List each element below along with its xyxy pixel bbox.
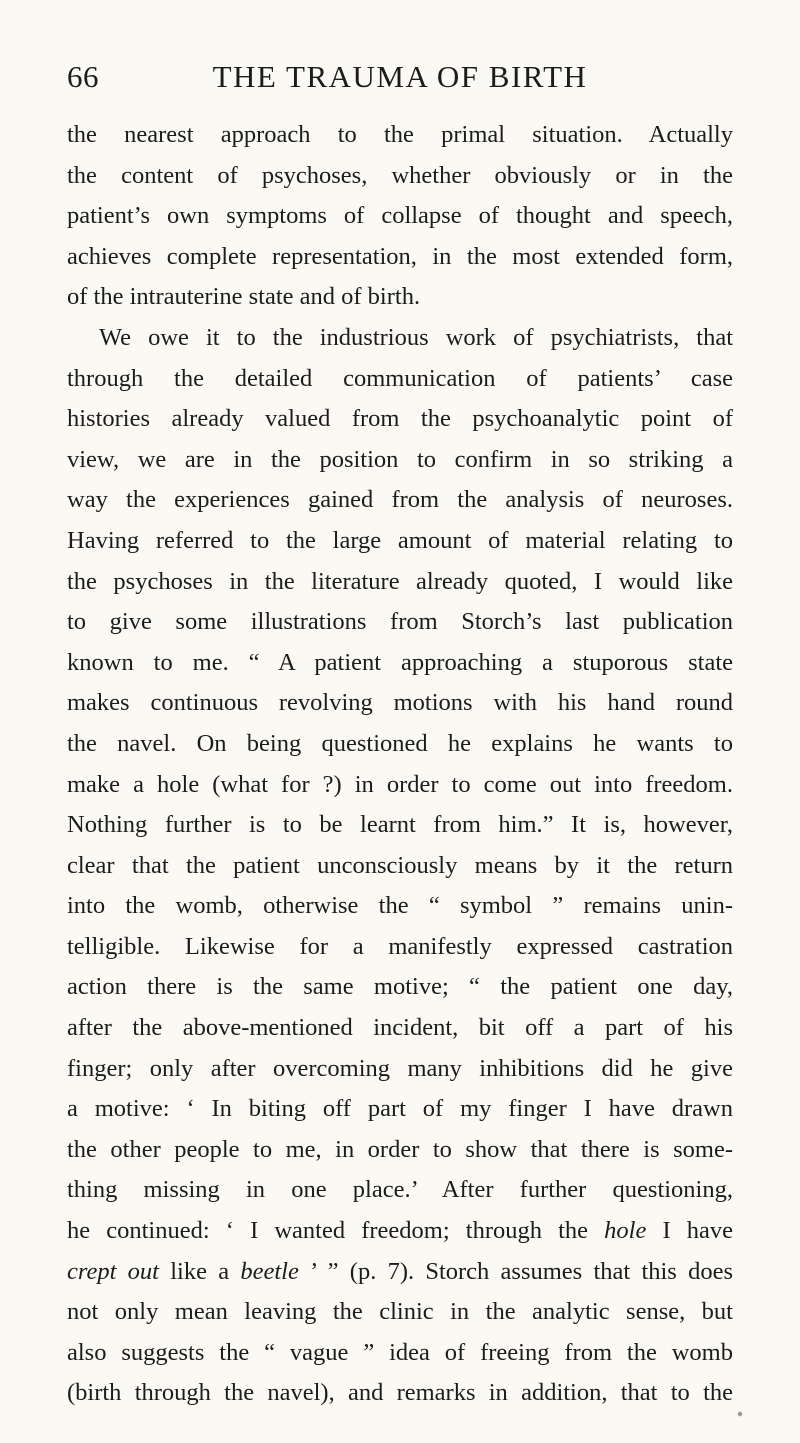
- text-line: [67, 1252, 733, 1293]
- text-line: to give some illustrations from Storch’s last publication: [67, 608, 733, 636]
- text-segment: like a: [158, 1257, 241, 1285]
- italic-word: beetle: [240, 1257, 299, 1285]
- running-head: THE TRAUMA OF BIRTH: [212, 59, 588, 94]
- text-line: makes continuous revolving motions with his hand round: [67, 689, 733, 717]
- paragraph-start-line: We owe it to the industrious work of psychiatrists, that: [99, 323, 733, 351]
- text-line: achieves complete representation, in the most extended form,: [67, 242, 733, 270]
- text-line: not only mean leaving the clinic in the analytic sense, but: [67, 1298, 733, 1326]
- italic-word: hole: [604, 1217, 647, 1245]
- text-line: known to me. “ A patient approaching a stuporous state: [67, 648, 733, 676]
- italic-phrase: crept out: [67, 1257, 159, 1285]
- text-line: action there is the same motive; “ the patient one day,: [67, 973, 733, 1001]
- text-line: after the above-mentioned incident, bit off a part of his: [67, 1014, 733, 1042]
- text-segment: I have: [646, 1217, 733, 1245]
- text-line: the other people to me, in order to show that there is some-: [67, 1135, 733, 1163]
- text-line: the nearest approach to the primal situation. Actually: [67, 121, 733, 148]
- text-line: (birth through the navel), and remarks in addition, that to the: [67, 1379, 733, 1407]
- text-line: also suggests the “ vague ” idea of freeing from the womb: [67, 1338, 733, 1366]
- page-speck: [737, 1411, 742, 1416]
- text-line: into the womb, otherwise the “ symbol ” remains unin-: [67, 892, 733, 920]
- text-line: Having referred to the large amount of material relating to: [67, 526, 733, 554]
- text-line: the psychoses in the literature already quoted, I would like: [67, 567, 733, 595]
- text-line: Nothing further is to be learnt from him.” It is, however,: [67, 811, 733, 839]
- text-line: the navel. On being questioned he explains he wants to: [67, 729, 733, 757]
- text-line: clear that the patient unconsciously means by it the return: [67, 851, 733, 879]
- text-line: [67, 1211, 733, 1252]
- text-line: through the detailed communication of patients’ case: [67, 364, 733, 392]
- text-line: patient’s own symptoms of collapse of thought and speech,: [67, 202, 733, 230]
- text-line: finger; only after overcoming many inhibitions did he give: [67, 1054, 733, 1082]
- text-line: of the intrauterine state and of birth.: [67, 283, 421, 311]
- page-header: [67, 52, 733, 102]
- text-line: the content of psychoses, whether obviously or in the: [67, 161, 733, 189]
- text-line: view, we are in the position to confirm in so striking a: [67, 445, 733, 473]
- text-line: histories already valued from the psychoanalytic point of: [67, 405, 733, 433]
- page-number: 66: [67, 59, 99, 94]
- text-line: telligible. Likewise for a manifestly expressed castration: [67, 932, 733, 960]
- text-line: make a hole (what for ?) in order to come out into freedom.: [67, 770, 733, 798]
- text-line: way the experiences gained from the analysis of neuroses.: [67, 486, 733, 514]
- text-line: a motive: ‘ In biting off part of my finger I have drawn: [67, 1095, 733, 1123]
- text-segment: he continued: ‘ I wanted freedom; through the: [67, 1217, 605, 1245]
- body-text: [67, 115, 733, 1414]
- text-line: thing missing in one place.’ After further questioning,: [67, 1176, 733, 1204]
- text-segment: ’ ” (p. 7). Storch assumes that this does: [298, 1257, 733, 1285]
